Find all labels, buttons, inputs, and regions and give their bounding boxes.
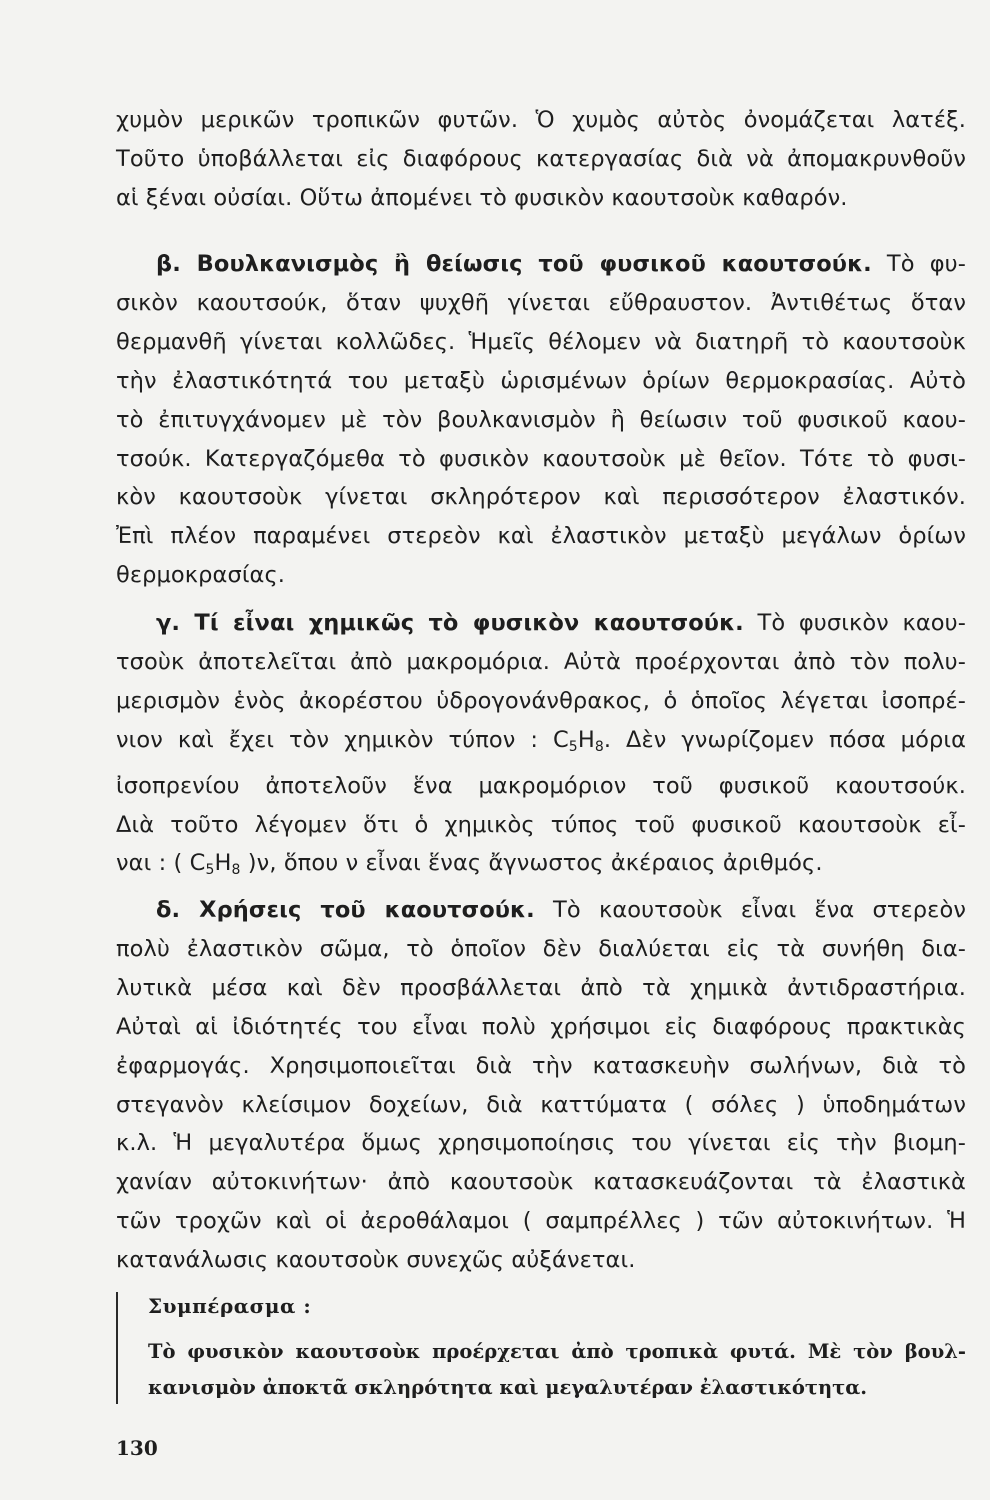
section-uses [116, 891, 966, 1280]
formula-subscript: 5 [205, 862, 215, 879]
text-fragment: Τὸ φυσικὸν καου- [743, 610, 966, 636]
text-line: μερισμὸν ἑνὸς ἀκορέστου ὑδρογονάνθρακος, ὁ ὁποῖος λέγεται ἰσοπρέ- [116, 687, 966, 714]
text-line: ἐφαρμογάς. Χρησιμοποιεῖται διὰ τὴν κατασκευὴν σωλήνων, διὰ τὸ [116, 1052, 966, 1079]
section-vulcanization [116, 245, 966, 595]
text-line: τσούκ. Κατεργαζόμεθα τὸ φυσικὸν καουτσοὺκ μὲ θεῖον. Τότε τὸ φυσι- [116, 445, 966, 472]
text-line: Αὐταὶ αἱ ἰδιότητές του εἶναι πολὺ χρήσιμοι εἰς διαφόρους πρακτικὰς [116, 1013, 966, 1040]
page-number: 130 [116, 1436, 158, 1460]
text-line: τῶν τροχῶν καὶ οἱ ἀεροθάλαμοι ( σαμπρέλλες ) τῶν αὐτοκινήτων. Ἡ [116, 1208, 966, 1235]
text-line: κατανάλωσις καουτσοὺκ συνεχῶς αὐξάνεται. [116, 1247, 636, 1274]
formula-element: C [552, 726, 569, 753]
summary-box [116, 1292, 968, 1404]
text-line: Ἐπὶ πλέον παραμένει στερεὸν καὶ ἐλαστικὸν μεταξὺ μεγάλων ὁρίων [116, 523, 966, 550]
text-line: λυτικὰ μέσα καὶ δὲν προσβάλλεται ἀπὸ τὰ χημικὰ ἀντιδραστήρια. [116, 974, 966, 1001]
polymer-formula [189, 850, 241, 879]
formula-element: C [189, 850, 206, 877]
summary-line: κανισμὸν ἀποκτᾶ σκληρότητα καὶ μεγαλυτέραν ἐλαστικότητα. [148, 1376, 868, 1399]
formula-line [116, 721, 966, 767]
text-fragment: νιον καὶ ἔχει τὸν χημικὸν τύπον : [116, 726, 553, 753]
text-fragment: Τὸ καουτσοὺκ εἶναι ἕνα στερεὸν [534, 897, 966, 923]
formula-subscript: 5 [568, 738, 578, 755]
formula-subscript: 8 [594, 738, 604, 755]
formula-subscript: 8 [231, 862, 241, 879]
section-heading: β. Βουλκανισμὸς ἢ θείωσις τοῦ φυσικοῦ καουτσούκ. [156, 251, 872, 277]
text-line: τὸ ἐπιτυγχάνομεν μὲ τὸν βουλκανισμὸν ἢ θείωσιν τοῦ φυσικοῦ καου- [116, 406, 966, 433]
text-line: Διὰ τοῦτο λέγομεν ὅτι ὁ χημικὸς τύπος τοῦ φυσικοῦ καουτσοὺκ εἶ- [116, 811, 966, 838]
text-fragment: Τὸ φυ- [871, 251, 966, 277]
section-first-line [116, 604, 966, 643]
text-line: τσοὺκ ἀποτελεῖται ἀπὸ μακρομόρια. Αὐτὰ προέρχονται ἀπὸ τὸν πολυ- [116, 648, 966, 675]
text-fragment: ναι : ( [116, 850, 190, 877]
text-line: θερμανθῆ γίνεται κολλῶδες. Ἡμεῖς θέλομεν νὰ διατηρῆ τὸ καουτσοὺκ [116, 328, 966, 355]
chemical-formula [553, 727, 604, 753]
text-line: χανίαν αὐτοκινήτων· ἀπὸ καουτσοὺκ κατασκευάζονται τὰ ἐλαστικὰ [116, 1169, 966, 1196]
intro-paragraph [116, 101, 966, 218]
text-fragment: )ν, ὅπου ν εἶναι ἕνας ἄγνωστος ἀκέραιος ἀριθμός. [240, 850, 823, 877]
text-line: τὴν ἐλαστικότητά του μεταξὺ ὡρισμένων ὁρίων θερμοκρασίας. Αὐτὸ [116, 367, 966, 394]
text-line: κὸν καουτσοὺκ γίνεται σκληρότερον καὶ περισσότερον ἐλαστικόν. [116, 484, 966, 511]
formula-element: H [214, 850, 232, 877]
text-line: θερμοκρασίας. [116, 562, 286, 589]
section-chemistry [116, 604, 966, 890]
summary-line: Τὸ φυσικὸν καουτσοὺκ προέρχεται ἀπὸ τροπικὰ φυτά. Μὲ τὸν βουλ- [148, 1340, 966, 1363]
section-heading: δ. Χρήσεις τοῦ καουτσούκ. [156, 897, 535, 923]
section-first-line [116, 245, 966, 284]
text-line: κ.λ. Ἡ μεγαλυτέρα ὅμως χρησιμοποίησις του γίνεται εἰς τὴν βιομη- [116, 1130, 966, 1157]
text-line: στεγανὸν κλείσιμον δοχείων, διὰ καττύματα ( σόλες ) ὑποδημάτων [116, 1091, 966, 1118]
text-line: πολὺ ἐλαστικὸν σῶμα, τὸ ὁποῖον δὲν διαλύεται εἰς τὰ συνήθη δια- [116, 935, 966, 962]
text-line: ἰσοπρενίου ἀποτελοῦν ἕνα μακρομόριον τοῦ φυσικοῦ καουτσούκ. [116, 772, 966, 799]
section-first-line [116, 891, 966, 930]
text-line: Τοῦτο ὑποβάλλεται εἰς διαφόρους κατεργασίας διὰ νὰ ἀπομακρυνθοῦν [116, 145, 966, 172]
section-heading: γ. Τί εἶναι χημικῶς τὸ φυσικὸν καουτσούκ. [156, 610, 744, 636]
summary-body [148, 1334, 966, 1406]
formula-line [116, 844, 966, 890]
formula-element: H [577, 726, 595, 753]
text-line: αἱ ξέναι οὐσίαι. Οὕτω ἀπομένει τὸ φυσικὸν καουτσοὺκ καθαρόν. [116, 184, 848, 211]
text-line: χυμὸν μερικῶν τροπικῶν φυτῶν. Ὁ χυμὸς αὐτὸς ὀνομάζεται λατέξ. [116, 107, 966, 133]
text-fragment: . Δὲν γνωρίζομεν πόσα μόρια [603, 726, 966, 753]
summary-title: Συμπέρασμα : [148, 1294, 312, 1318]
text-line: σικὸν καουτσούκ, ὅταν ψυχθῆ γίνεται εὔθραυστον. Ἀντιθέτως ὅταν [116, 289, 966, 316]
